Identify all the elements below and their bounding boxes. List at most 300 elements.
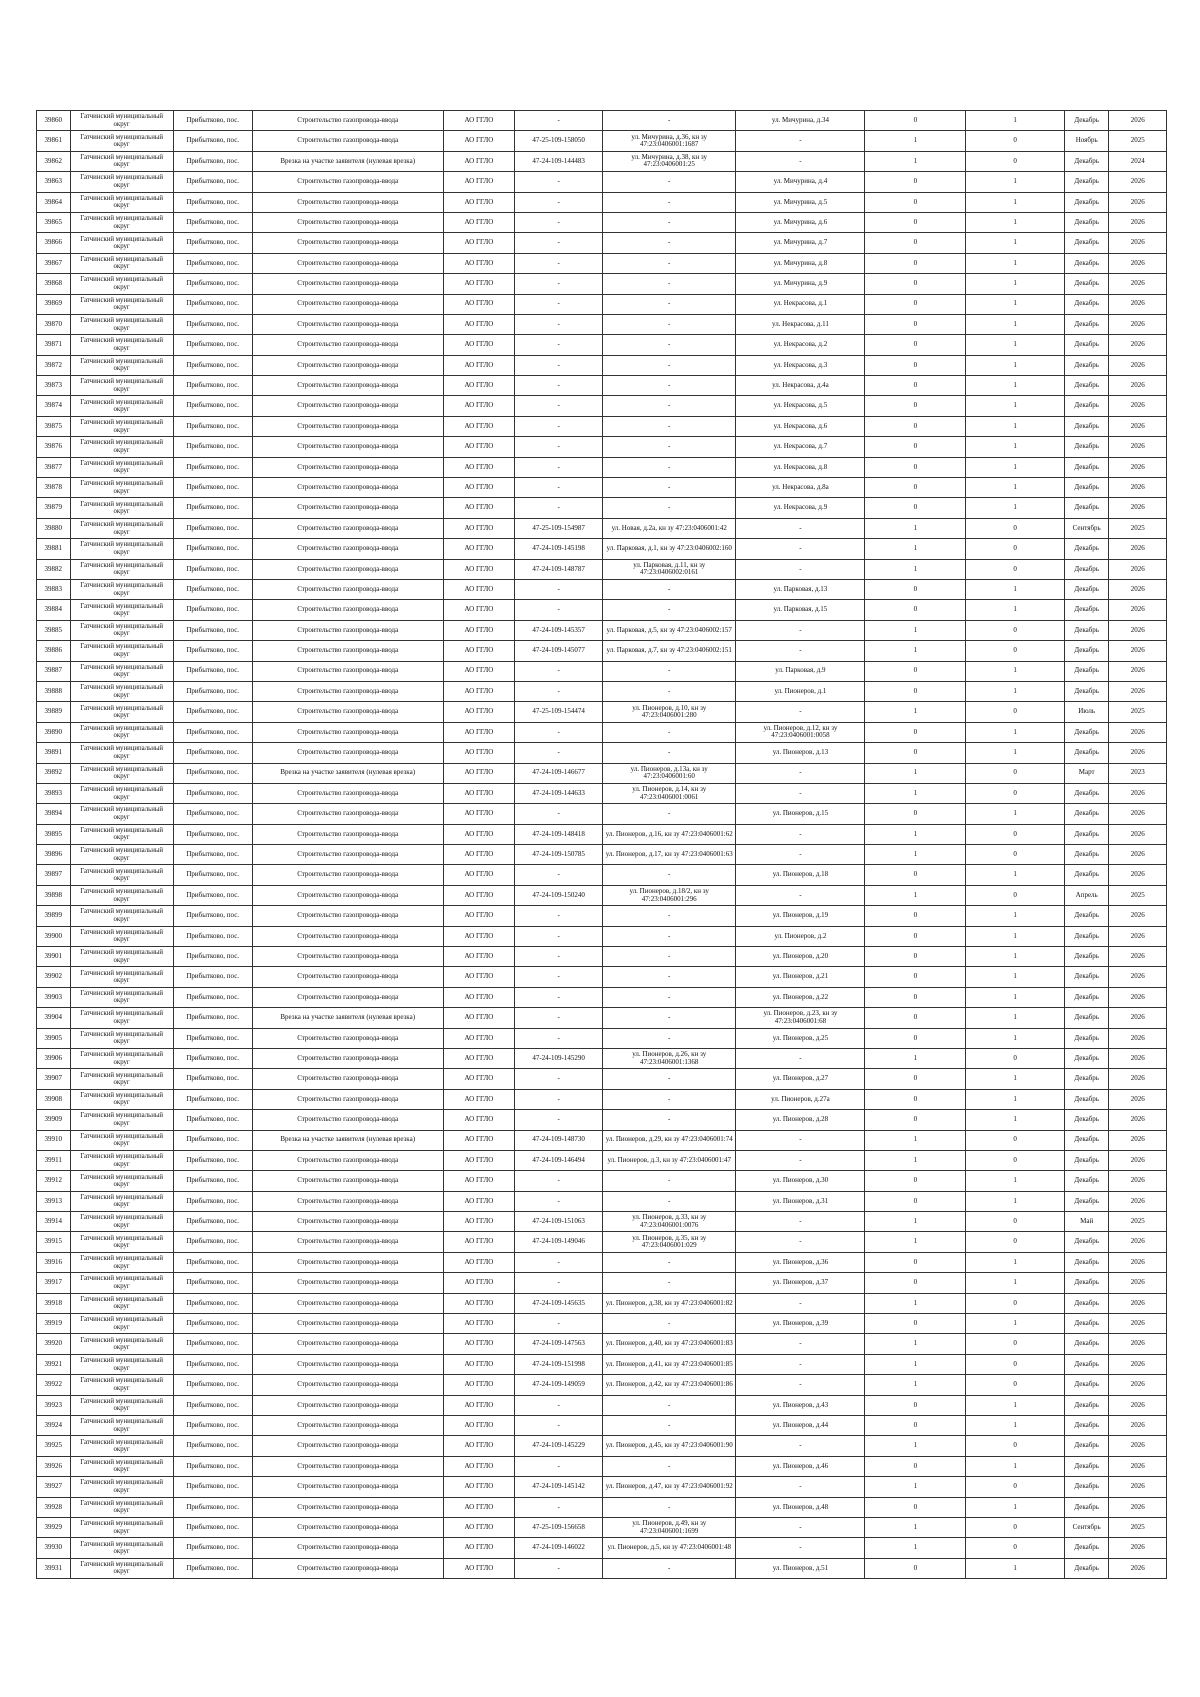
work-type-cell: Строительство газопровода-ввода <box>252 376 443 396</box>
count-a-cell: 0 <box>865 1069 966 1089</box>
count-b-cell: 0 <box>966 845 1065 865</box>
cadastral-address-cell: - <box>603 804 736 824</box>
row-number-cell: 39863 <box>37 172 71 192</box>
work-type-cell: Строительство газопровода-ввода <box>252 478 443 498</box>
work-type-cell: Строительство газопровода-ввода <box>252 1232 443 1252</box>
work-type-cell: Строительство газопровода-ввода <box>252 1375 443 1395</box>
municipality-cell: Гатчинский муниципальный округ <box>70 681 173 701</box>
count-b-cell: 1 <box>966 1416 1065 1436</box>
settlement-cell: Прибытково, пос. <box>173 1334 252 1354</box>
settlement-cell: Прибытково, пос. <box>173 1314 252 1334</box>
table-row <box>37 416 1167 436</box>
work-type-cell: Строительство газопровода-ввода <box>252 804 443 824</box>
application-number-cell: - <box>515 906 603 926</box>
year-cell: 2026 <box>1109 376 1167 396</box>
row-number-cell: 39914 <box>37 1212 71 1232</box>
year-cell: 2026 <box>1109 681 1167 701</box>
cadastral-address-cell: ул. Мичурина, д.36, кн зу 47:23:0406001:1687 <box>603 131 736 151</box>
count-b-cell: 1 <box>966 1028 1065 1048</box>
municipality-cell: Гатчинский муниципальный округ <box>70 539 173 559</box>
year-cell: 2026 <box>1109 987 1167 1007</box>
count-a-cell: 0 <box>865 1089 966 1109</box>
cadastral-address-cell: - <box>603 457 736 477</box>
work-type-cell: Строительство газопровода-ввода <box>252 172 443 192</box>
cadastral-address-cell: - <box>603 478 736 498</box>
application-number-cell: 47-25-109-154474 <box>515 702 603 722</box>
count-a-cell: 0 <box>865 1252 966 1272</box>
cadastral-address-cell: - <box>603 1252 736 1272</box>
row-number-cell: 39861 <box>37 131 71 151</box>
municipality-cell: Гатчинский муниципальный округ <box>70 702 173 722</box>
table-row <box>37 457 1167 477</box>
year-cell: 2026 <box>1109 314 1167 334</box>
month-cell: Декабрь <box>1064 641 1108 661</box>
year-cell: 2026 <box>1109 1048 1167 1068</box>
municipality-cell: Гатчинский муниципальный округ <box>70 1089 173 1109</box>
count-b-cell: 0 <box>966 1130 1065 1150</box>
work-type-cell: Строительство газопровода-ввода <box>252 865 443 885</box>
work-type-cell: Строительство газопровода-ввода <box>252 641 443 661</box>
table-row <box>37 111 1167 131</box>
object-address-cell: ул. Пионеров, д.13 <box>736 743 865 763</box>
organization-cell: АО ГГЛО <box>443 151 515 171</box>
row-number-cell: 39907 <box>37 1069 71 1089</box>
application-number-cell: 47-24-109-145142 <box>515 1477 603 1497</box>
work-type-cell: Строительство газопровода-ввода <box>252 885 443 905</box>
work-type-cell: Строительство газопровода-ввода <box>252 539 443 559</box>
table-row <box>37 274 1167 294</box>
municipality-cell: Гатчинский муниципальный округ <box>70 314 173 334</box>
object-address-cell: ул. Пионеров, д.12, кн зу 47:23:0406001:0058 <box>736 722 865 742</box>
organization-cell: АО ГГЛО <box>443 579 515 599</box>
work-type-cell: Строительство газопровода-ввода <box>252 192 443 212</box>
application-number-cell: - <box>515 478 603 498</box>
application-number-cell: 47-24-109-148418 <box>515 824 603 844</box>
month-cell: Декабрь <box>1064 579 1108 599</box>
month-cell: Декабрь <box>1064 1252 1108 1272</box>
month-cell: Декабрь <box>1064 1191 1108 1211</box>
application-number-cell: - <box>515 1395 603 1415</box>
municipality-cell: Гатчинский муниципальный округ <box>70 1028 173 1048</box>
settlement-cell: Прибытково, пос. <box>173 885 252 905</box>
month-cell: Декабрь <box>1064 1028 1108 1048</box>
work-type-cell: Строительство газопровода-ввода <box>252 437 443 457</box>
count-b-cell: 1 <box>966 926 1065 946</box>
table-row <box>37 498 1167 518</box>
organization-cell: АО ГГЛО <box>443 1416 515 1436</box>
month-cell: Декабрь <box>1064 1130 1108 1150</box>
count-a-cell: 0 <box>865 111 966 131</box>
count-a-cell: 0 <box>865 172 966 192</box>
object-address-cell: - <box>736 702 865 722</box>
cadastral-address-cell: ул. Парковая, д.11, кн зу 47:23:0406002:0161 <box>603 559 736 579</box>
count-b-cell: 0 <box>966 518 1065 538</box>
municipality-cell: Гатчинский муниципальный округ <box>70 274 173 294</box>
count-a-cell: 1 <box>865 539 966 559</box>
count-b-cell: 1 <box>966 212 1065 232</box>
table-row <box>37 600 1167 620</box>
count-a-cell: 0 <box>865 987 966 1007</box>
table-row <box>37 1150 1167 1170</box>
organization-cell: АО ГГЛО <box>443 131 515 151</box>
month-cell: Декабрь <box>1064 845 1108 865</box>
count-a-cell: 0 <box>865 1497 966 1517</box>
work-type-cell: Строительство газопровода-ввода <box>252 620 443 640</box>
count-b-cell: 1 <box>966 1314 1065 1334</box>
application-number-cell: - <box>515 1191 603 1211</box>
table-row <box>37 1130 1167 1150</box>
count-b-cell: 1 <box>966 661 1065 681</box>
cadastral-address-cell: - <box>603 579 736 599</box>
settlement-cell: Прибытково, пос. <box>173 600 252 620</box>
organization-cell: АО ГГЛО <box>443 294 515 314</box>
municipality-cell: Гатчинский муниципальный округ <box>70 335 173 355</box>
month-cell: Ноябрь <box>1064 131 1108 151</box>
year-cell: 2026 <box>1109 845 1167 865</box>
cadastral-address-cell: ул. Парковая, д.5, кн зу 47:23:0406002:157 <box>603 620 736 640</box>
organization-cell: АО ГГЛО <box>443 743 515 763</box>
table-row <box>37 1171 1167 1191</box>
count-a-cell: 1 <box>865 1517 966 1537</box>
month-cell: Декабрь <box>1064 314 1108 334</box>
object-address-cell: ул. Пионеров, д.28 <box>736 1110 865 1130</box>
settlement-cell: Прибытково, пос. <box>173 661 252 681</box>
settlement-cell: Прибытково, пос. <box>173 804 252 824</box>
table-row <box>37 437 1167 457</box>
month-cell: Декабрь <box>1064 192 1108 212</box>
cadastral-address-cell: - <box>603 1497 736 1517</box>
cadastral-address-cell: ул. Пионеров, д.29, кн зу 47:23:0406001:74 <box>603 1130 736 1150</box>
object-address-cell: ул. Мичурина, д.9 <box>736 274 865 294</box>
cadastral-address-cell: - <box>603 722 736 742</box>
settlement-cell: Прибытково, пос. <box>173 743 252 763</box>
row-number-cell: 39929 <box>37 1517 71 1537</box>
work-type-cell: Строительство газопровода-ввода <box>252 498 443 518</box>
month-cell: Декабрь <box>1064 1232 1108 1252</box>
count-b-cell: 0 <box>966 1375 1065 1395</box>
count-b-cell: 1 <box>966 498 1065 518</box>
work-type-cell: Строительство газопровода-ввода <box>252 396 443 416</box>
month-cell: Декабрь <box>1064 1293 1108 1313</box>
cadastral-address-cell: - <box>603 1416 736 1436</box>
work-type-cell: Строительство газопровода-ввода <box>252 253 443 273</box>
application-number-cell: - <box>515 192 603 212</box>
table-row <box>37 824 1167 844</box>
table-row <box>37 681 1167 701</box>
cadastral-address-cell: - <box>603 926 736 946</box>
settlement-cell: Прибытково, пос. <box>173 722 252 742</box>
application-number-cell: - <box>515 498 603 518</box>
cadastral-address-cell: ул. Пионеров, д.17, кн зу 47:23:0406001:63 <box>603 845 736 865</box>
settlement-cell: Прибытково, пос. <box>173 253 252 273</box>
table-row <box>37 1436 1167 1456</box>
row-number-cell: 39864 <box>37 192 71 212</box>
year-cell: 2026 <box>1109 1354 1167 1374</box>
organization-cell: АО ГГЛО <box>443 172 515 192</box>
settlement-cell: Прибытково, пос. <box>173 1089 252 1109</box>
object-address-cell: - <box>736 641 865 661</box>
organization-cell: АО ГГЛО <box>443 1110 515 1130</box>
count-b-cell: 1 <box>966 314 1065 334</box>
settlement-cell: Прибытково, пос. <box>173 335 252 355</box>
year-cell: 2025 <box>1109 1212 1167 1232</box>
organization-cell: АО ГГЛО <box>443 1008 515 1028</box>
settlement-cell: Прибытково, пос. <box>173 579 252 599</box>
object-address-cell: ул. Некрасова, д.7 <box>736 437 865 457</box>
row-number-cell: 39886 <box>37 641 71 661</box>
object-address-cell: ул. Некрасова, д.8 <box>736 457 865 477</box>
object-address-cell: ул. Мичурина, д.5 <box>736 192 865 212</box>
municipality-cell: Гатчинский муниципальный округ <box>70 804 173 824</box>
count-b-cell: 0 <box>966 1354 1065 1374</box>
cadastral-address-cell: - <box>603 233 736 253</box>
organization-cell: АО ГГЛО <box>443 1252 515 1272</box>
object-address-cell: - <box>736 620 865 640</box>
work-type-cell: Строительство газопровода-ввода <box>252 1477 443 1497</box>
count-a-cell: 1 <box>865 824 966 844</box>
application-number-cell: 47-24-109-150240 <box>515 885 603 905</box>
organization-cell: АО ГГЛО <box>443 1456 515 1476</box>
application-number-cell: - <box>515 294 603 314</box>
count-a-cell: 0 <box>865 294 966 314</box>
work-type-cell: Строительство газопровода-ввода <box>252 661 443 681</box>
municipality-cell: Гатчинский муниципальный округ <box>70 579 173 599</box>
organization-cell: АО ГГЛО <box>443 641 515 661</box>
table-row <box>37 1314 1167 1334</box>
organization-cell: АО ГГЛО <box>443 865 515 885</box>
table-row <box>37 478 1167 498</box>
count-a-cell: 0 <box>865 416 966 436</box>
count-b-cell: 1 <box>966 1456 1065 1476</box>
object-address-cell: ул. Пионеров, д.31 <box>736 1191 865 1211</box>
year-cell: 2026 <box>1109 212 1167 232</box>
municipality-cell: Гатчинский муниципальный округ <box>70 437 173 457</box>
application-number-cell: - <box>515 314 603 334</box>
year-cell: 2026 <box>1109 1089 1167 1109</box>
settlement-cell: Прибытково, пос. <box>173 355 252 375</box>
count-b-cell: 0 <box>966 824 1065 844</box>
application-number-cell: - <box>515 987 603 1007</box>
organization-cell: АО ГГЛО <box>443 1130 515 1150</box>
object-address-cell: ул. Пионеров, д.22 <box>736 987 865 1007</box>
organization-cell: АО ГГЛО <box>443 376 515 396</box>
application-number-cell: 47-24-109-144483 <box>515 151 603 171</box>
application-number-cell: 47-24-109-148787 <box>515 559 603 579</box>
work-type-cell: Строительство газопровода-ввода <box>252 926 443 946</box>
count-a-cell: 1 <box>865 1130 966 1150</box>
settlement-cell: Прибытково, пос. <box>173 926 252 946</box>
work-type-cell: Строительство газопровода-ввода <box>252 681 443 701</box>
work-type-cell: Строительство газопровода-ввода <box>252 1028 443 1048</box>
year-cell: 2026 <box>1109 559 1167 579</box>
year-cell: 2025 <box>1109 1517 1167 1537</box>
application-number-cell: - <box>515 579 603 599</box>
month-cell: Декабрь <box>1064 498 1108 518</box>
object-address-cell: ул. Некрасова, д.8а <box>736 478 865 498</box>
municipality-cell: Гатчинский муниципальный округ <box>70 661 173 681</box>
municipality-cell: Гатчинский муниципальный округ <box>70 926 173 946</box>
count-a-cell: 0 <box>865 1273 966 1293</box>
count-b-cell: 1 <box>966 743 1065 763</box>
row-number-cell: 39931 <box>37 1558 71 1578</box>
table-row <box>37 865 1167 885</box>
settlement-cell: Прибытково, пос. <box>173 620 252 640</box>
settlement-cell: Прибытково, пос. <box>173 233 252 253</box>
count-a-cell: 0 <box>865 926 966 946</box>
count-b-cell: 0 <box>966 783 1065 803</box>
count-a-cell: 1 <box>865 641 966 661</box>
year-cell: 2026 <box>1109 1008 1167 1028</box>
object-address-cell: ул. Пионеров, д.1 <box>736 681 865 701</box>
month-cell: Декабрь <box>1064 151 1108 171</box>
count-a-cell: 1 <box>865 702 966 722</box>
object-address-cell: ул. Пионеров, д.46 <box>736 1456 865 1476</box>
settlement-cell: Прибытково, пос. <box>173 111 252 131</box>
work-type-cell: Строительство газопровода-ввода <box>252 1456 443 1476</box>
table-row <box>37 1538 1167 1558</box>
municipality-cell: Гатчинский муниципальный округ <box>70 620 173 640</box>
row-number-cell: 39904 <box>37 1008 71 1028</box>
table-row <box>37 294 1167 314</box>
work-type-cell: Строительство газопровода-ввода <box>252 722 443 742</box>
organization-cell: АО ГГЛО <box>443 478 515 498</box>
application-number-cell: 47-24-109-144633 <box>515 783 603 803</box>
count-a-cell: 0 <box>865 355 966 375</box>
table-row <box>37 1191 1167 1211</box>
table-row <box>37 620 1167 640</box>
object-address-cell: ул. Некрасова, д.3 <box>736 355 865 375</box>
cadastral-address-cell: ул. Пионеров, д.38, кн зу 47:23:0406001:82 <box>603 1293 736 1313</box>
settlement-cell: Прибытково, пос. <box>173 1232 252 1252</box>
object-address-cell: ул. Некрасова, д.4а <box>736 376 865 396</box>
month-cell: Декабрь <box>1064 947 1108 967</box>
cadastral-address-cell: - <box>603 681 736 701</box>
object-address-cell: ул. Мичурина, д.8 <box>736 253 865 273</box>
gas-connection-table <box>36 110 1167 1579</box>
year-cell: 2026 <box>1109 1477 1167 1497</box>
organization-cell: АО ГГЛО <box>443 111 515 131</box>
month-cell: Декабрь <box>1064 294 1108 314</box>
cadastral-address-cell: - <box>603 314 736 334</box>
row-number-cell: 39874 <box>37 396 71 416</box>
application-number-cell: - <box>515 947 603 967</box>
count-a-cell: 1 <box>865 1293 966 1313</box>
organization-cell: АО ГГЛО <box>443 824 515 844</box>
count-b-cell: 1 <box>966 1191 1065 1211</box>
table-body <box>37 111 1167 1579</box>
row-number-cell: 39891 <box>37 743 71 763</box>
month-cell: Декабрь <box>1064 478 1108 498</box>
settlement-cell: Прибытково, пос. <box>173 763 252 783</box>
year-cell: 2026 <box>1109 437 1167 457</box>
settlement-cell: Прибытково, пос. <box>173 478 252 498</box>
application-number-cell: 47-24-109-145198 <box>515 539 603 559</box>
organization-cell: АО ГГЛО <box>443 1232 515 1252</box>
object-address-cell: - <box>736 539 865 559</box>
table-row <box>37 1232 1167 1252</box>
settlement-cell: Прибытково, пос. <box>173 1497 252 1517</box>
object-address-cell: - <box>736 518 865 538</box>
year-cell: 2026 <box>1109 1150 1167 1170</box>
organization-cell: АО ГГЛО <box>443 212 515 232</box>
year-cell: 2026 <box>1109 1497 1167 1517</box>
cadastral-address-cell: - <box>603 865 736 885</box>
month-cell: Декабрь <box>1064 539 1108 559</box>
row-number-cell: 39877 <box>37 457 71 477</box>
municipality-cell: Гатчинский муниципальный округ <box>70 865 173 885</box>
row-number-cell: 39901 <box>37 947 71 967</box>
row-number-cell: 39890 <box>37 722 71 742</box>
row-number-cell: 39928 <box>37 1497 71 1517</box>
organization-cell: АО ГГЛО <box>443 1150 515 1170</box>
organization-cell: АО ГГЛО <box>443 1048 515 1068</box>
cadastral-address-cell: - <box>603 1273 736 1293</box>
table-row <box>37 1069 1167 1089</box>
organization-cell: АО ГГЛО <box>443 518 515 538</box>
count-b-cell: 1 <box>966 967 1065 987</box>
count-a-cell: 0 <box>865 478 966 498</box>
count-b-cell: 1 <box>966 457 1065 477</box>
year-cell: 2026 <box>1109 1293 1167 1313</box>
year-cell: 2026 <box>1109 1028 1167 1048</box>
object-address-cell: - <box>736 783 865 803</box>
cadastral-address-cell: - <box>603 1558 736 1578</box>
count-b-cell: 1 <box>966 1110 1065 1130</box>
month-cell: Декабрь <box>1064 1048 1108 1068</box>
row-number-cell: 39873 <box>37 376 71 396</box>
count-b-cell: 1 <box>966 335 1065 355</box>
object-address-cell: ул. Пионеров, д.21 <box>736 967 865 987</box>
work-type-cell: Строительство газопровода-ввода <box>252 1416 443 1436</box>
organization-cell: АО ГГЛО <box>443 416 515 436</box>
month-cell: Декабрь <box>1064 1436 1108 1456</box>
work-type-cell: Строительство газопровода-ввода <box>252 987 443 1007</box>
cadastral-address-cell: ул. Пионеров, д.49, кн зу 47:23:0406001:1699 <box>603 1517 736 1537</box>
row-number-cell: 39870 <box>37 314 71 334</box>
count-b-cell: 1 <box>966 253 1065 273</box>
settlement-cell: Прибытково, пос. <box>173 1456 252 1476</box>
cadastral-address-cell: - <box>603 437 736 457</box>
organization-cell: АО ГГЛО <box>443 335 515 355</box>
application-number-cell: 47-24-109-145290 <box>515 1048 603 1068</box>
month-cell: Декабрь <box>1064 355 1108 375</box>
year-cell: 2026 <box>1109 1395 1167 1415</box>
organization-cell: АО ГГЛО <box>443 355 515 375</box>
work-type-cell: Строительство газопровода-ввода <box>252 1354 443 1374</box>
organization-cell: АО ГГЛО <box>443 1354 515 1374</box>
year-cell: 2026 <box>1109 1110 1167 1130</box>
month-cell: Декабрь <box>1064 1008 1108 1028</box>
work-type-cell: Строительство газопровода-ввода <box>252 1048 443 1068</box>
cadastral-address-cell: ул. Пионеров, д.47, кн зу 47:23:0406001:92 <box>603 1477 736 1497</box>
organization-cell: АО ГГЛО <box>443 1497 515 1517</box>
work-type-cell: Строительство газопровода-ввода <box>252 131 443 151</box>
organization-cell: АО ГГЛО <box>443 1273 515 1293</box>
municipality-cell: Гатчинский муниципальный округ <box>70 1416 173 1436</box>
municipality-cell: Гатчинский муниципальный округ <box>70 906 173 926</box>
year-cell: 2026 <box>1109 579 1167 599</box>
count-a-cell: 0 <box>865 212 966 232</box>
year-cell: 2026 <box>1109 1232 1167 1252</box>
count-b-cell: 1 <box>966 681 1065 701</box>
municipality-cell: Гатчинский муниципальный округ <box>70 376 173 396</box>
organization-cell: АО ГГЛО <box>443 804 515 824</box>
cadastral-address-cell: - <box>603 355 736 375</box>
application-number-cell: - <box>515 926 603 946</box>
municipality-cell: Гатчинский муниципальный округ <box>70 1110 173 1130</box>
work-type-cell: Строительство газопровода-ввода <box>252 1436 443 1456</box>
count-b-cell: 1 <box>966 274 1065 294</box>
